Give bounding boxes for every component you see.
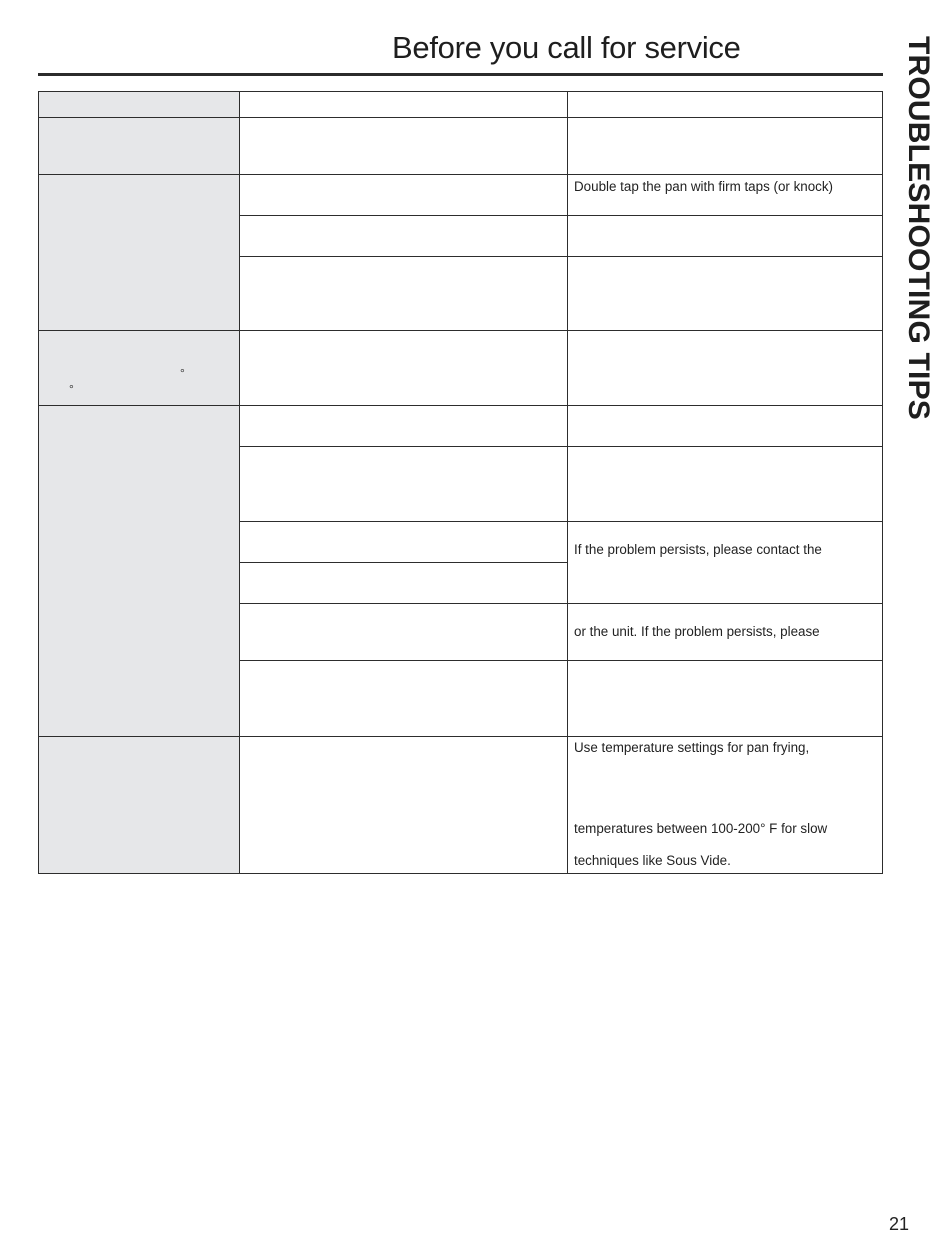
solution-text: If the problem persists, please contact the — [574, 542, 822, 557]
solution-cell — [567, 603, 883, 662]
cause-cell — [239, 215, 569, 258]
solution-cell — [567, 446, 883, 523]
solution-cell — [567, 330, 883, 407]
solution-text: Double tap the pan with firm taps (or knock) — [574, 179, 834, 194]
title-divider — [38, 73, 883, 76]
cause-cell — [239, 562, 569, 605]
cause-cell — [239, 603, 569, 662]
cause-cell — [239, 446, 569, 523]
solution-text: techniques like Sous Vide. — [574, 853, 731, 868]
solution-cell — [567, 256, 883, 332]
problem-cell-4 — [38, 405, 241, 738]
problem-cell-3 — [38, 330, 241, 407]
degree-mark: ° — [180, 366, 185, 380]
problem-cell-1 — [38, 117, 241, 176]
solution-text: or the unit. If the problem persists, please — [574, 624, 820, 639]
solution-text: temperatures between 100-200° F for slow — [574, 821, 828, 836]
solution-cell — [567, 521, 883, 605]
page-title: Before you call for service — [392, 30, 741, 65]
solution-cell — [567, 660, 883, 738]
troubleshooting-table — [38, 91, 883, 874]
solution-text: Use temperature settings for pan frying, — [574, 740, 810, 755]
cause-cell — [239, 117, 569, 176]
cause-cell — [239, 174, 569, 217]
cause-cell — [239, 660, 569, 738]
page-number: 21 — [889, 1214, 910, 1234]
solution-cell — [567, 215, 883, 258]
solution-cell — [567, 736, 883, 874]
solution-cell — [567, 405, 883, 448]
degree-mark: ° — [69, 382, 74, 396]
table-header-cause — [239, 91, 569, 119]
table-header-solution — [567, 91, 883, 119]
table-header-problem — [38, 91, 241, 119]
cause-cell — [239, 405, 569, 448]
cause-cell — [239, 736, 569, 874]
problem-cell-2 — [38, 174, 241, 332]
cause-cell — [239, 256, 569, 332]
cause-cell — [239, 330, 569, 407]
cause-cell — [239, 521, 569, 564]
section-side-tab: TROUBLESHOOTING TIPS — [902, 36, 935, 421]
solution-cell — [567, 117, 883, 176]
solution-cell — [567, 174, 883, 217]
problem-cell-5 — [38, 736, 241, 874]
